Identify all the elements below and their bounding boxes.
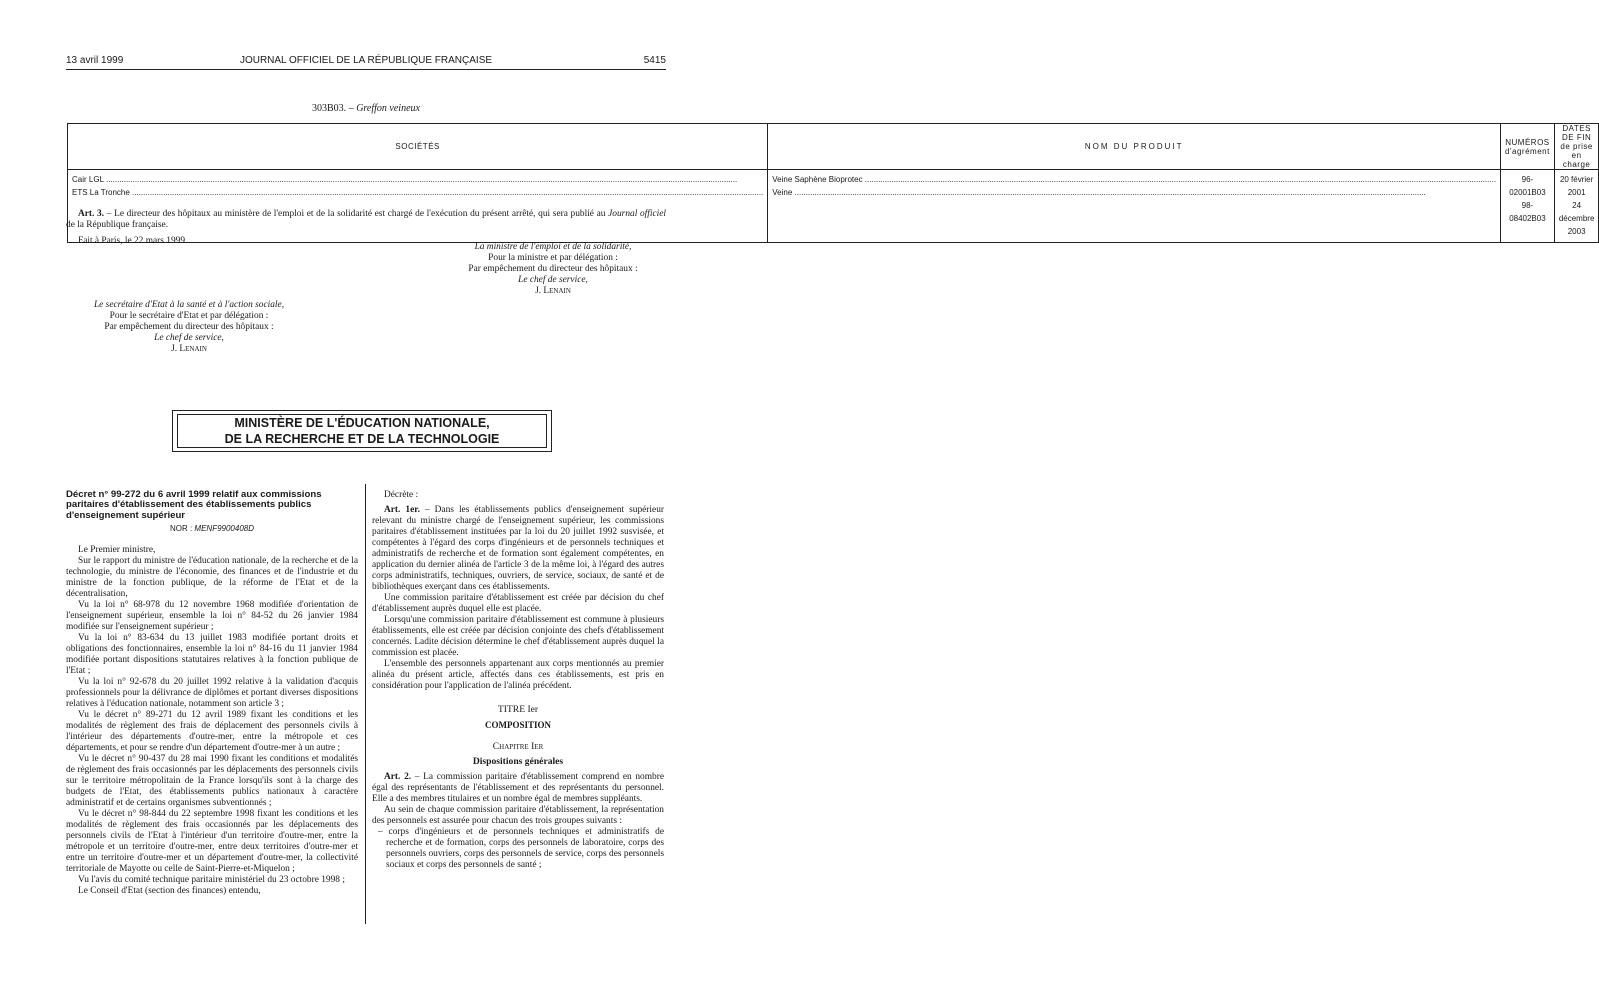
nor-label: NOR : <box>169 524 195 534</box>
titre-heading: TITRE Ier <box>497 704 539 715</box>
decree-paragraph: L'ensemble des personnels appartenant aux corps mentionnés au premier alinéa du présent article, affectés dans ces établissements, est pris en considération pour l'application de l'alinéa précédent. <box>372 659 664 691</box>
signature-chef-service: Le chef de service, <box>154 333 224 343</box>
decree-paragraph: Vu la loi n° 68-978 du 12 novembre 1968 modifiée d'orientation de l'enseignement supérieur, ensemble la loi n° 84-52 du 26 janvier 1984 modifiée sur l'enseignement supérieur ; <box>66 600 358 633</box>
decrete-line: Décrète : <box>384 490 419 500</box>
cell-product-line-2 <box>772 186 1496 199</box>
nor-code: MENF9900408D <box>194 524 255 534</box>
decree-paragraph: Vu le décret n° 90-437 du 28 mai 1990 fixant les conditions et modalités de règlement des frais occasionnés par les déplacements des personnels civils sur le territoire métropolitain de la France lorsqu'ils sont à la charge des budgets de l'Etat, des établissements publics nationaux à caractère administratif et de certains organismes subventionnés ; <box>66 754 358 809</box>
signature-name: J. Lenain <box>535 286 571 296</box>
article-1-label: Art. 1er. <box>384 505 420 515</box>
signature-title: La ministre de l'emploi et de la solidarité, <box>474 242 632 252</box>
table-header-societes: SOCIÉTÉS <box>68 124 768 170</box>
dispositions-heading: Dispositions générales <box>472 756 564 767</box>
table-cell-numeros <box>1501 170 1555 243</box>
decree-paragraph: Le Conseil d'Etat (section des finances) entendu, <box>78 886 261 897</box>
ministry-line-2: DE LA RECHERCHE ET DE LA TECHNOLOGIE <box>224 432 500 446</box>
header-date: 13 avril 1999 <box>66 55 124 66</box>
decree-paragraph: Vu le décret n° 89-271 du 12 avril 1989 fixant les conditions et les modalités de règlement des frais de déplacement des personnels civils à l'intérieur des départements d'outre-mer, entre la métropole et ces départements, et pour se rendre d'un département d'outre-mer à un autre ; <box>66 710 358 754</box>
header-rule <box>66 69 666 70</box>
greffon-dash: – <box>346 103 357 114</box>
decree-paragraph: Le Premier ministre, <box>78 545 156 556</box>
signature-block-minister <box>440 242 666 297</box>
table-header-nom-produit: NOM DU PRODUIT <box>768 124 1501 170</box>
decree-title: Décret n° 99-272 du 6 avril 1999 relatif aux commissions paritaires d'établissement des établissements publics d'enseignement supérieur <box>66 489 322 521</box>
article-3-text-after: de la République française. <box>66 220 169 230</box>
greffon-title <box>66 103 666 114</box>
signature-empechement: Par empêchement du directeur des hôpitaux : <box>468 264 638 274</box>
table-cell-date: 24 décembre 2003 <box>1558 201 1595 236</box>
table-cell-date: 20 février 2001 <box>1559 175 1594 197</box>
column-divider <box>365 484 366 924</box>
article-3-label: Art. 3. <box>78 209 105 219</box>
table-row <box>68 170 1599 243</box>
header-dates-text: DATES DE FIN de prise en charge <box>1560 124 1593 169</box>
decree-paragraph: Vu le décret n° 98-844 du 22 septembre 1998 fixant les conditions et les modalités de règlement des frais occasionnés par les déplacements des personnels civils de l'Etat à l'intérieur d'un territoire d'outre-mer, entre la métropole et un territoire d'outre-mer, entre deux territoires d'outre-mer et entre un territoire d'outre-mer et un département d'outre-mer, la collectivité territoriale de Mayotte ou celle de Saint-Pierre-et-Miquelon ; <box>66 809 358 875</box>
list-item: – corps d'ingénieurs et de personnels techniques et administratifs de recherche et de formation, corps des personnels de laboratoire, corps des personnels ouvriers, corps des personnels de service, corps des personnels sociaux et corps des personnels de santé ; <box>378 827 664 870</box>
fait-a-paris: Fait à Paris, le 22 mars 1999. <box>78 236 188 246</box>
greffon-code: 303B03. <box>312 103 347 114</box>
composition-heading: COMPOSITION <box>484 720 551 730</box>
article-3 <box>66 209 666 231</box>
ministry-line-1: MINISTÈRE DE L'ÉDUCATION NATIONALE, <box>234 416 490 430</box>
table-header-row <box>68 124 1599 170</box>
signature-delegation: Pour le secrétaire d'Etat et par délégation : <box>109 311 269 321</box>
table-header-dates <box>1554 124 1599 170</box>
decree-nor <box>66 524 358 533</box>
ministry-box <box>177 414 547 448</box>
table-cell-produits <box>768 170 1501 243</box>
signature-empechement: Par empêchement du directeur des hôpitaux : <box>104 322 274 332</box>
decree-paragraph: Vu la loi n° 83-634 du 13 juillet 1983 modifiée portant droits et obligations des fonctionnaires, ensemble la loi n° 84-16 du 11 janvier 1984 modifiée portant dispositions statutaires relatives à la fonction publique de l'Etat ; <box>66 633 358 677</box>
decree-paragraph: Sur le rapport du ministre de l'éducation nationale, de la recherche et de la technologie, du ministre de l'économie, des finances et de l'industrie et du ministre de la fonction publique, de la réforme de l'Etat et de la décentralisation, <box>66 556 358 600</box>
signature-name: J. Lenain <box>171 344 207 354</box>
article-1 <box>372 505 664 593</box>
table-cell-product: Veine Saphène Bioprotec <box>772 175 863 184</box>
decree-paragraph: Vu l'avis du comité technique paritaire ministériel du 23 octobre 1998 ; <box>78 875 345 886</box>
table-cell-company: Cair LGL <box>72 175 104 184</box>
decree-paragraph: Au sein de chaque commission paritaire d'établissement, la représentation des personnels est assurée pour chacun des trois groupes suivants : <box>372 805 664 826</box>
signature-delegation: Pour la ministre et par délégation : <box>488 253 618 263</box>
signature-block-secretary <box>66 300 312 355</box>
cell-societes-values-2 <box>72 186 763 199</box>
table-cell-societes <box>68 170 768 243</box>
journal-officiel-italic: Journal officiel <box>608 209 666 219</box>
table-cell-number: 98-08402B03 <box>1509 201 1546 223</box>
decree-left-column <box>66 490 358 897</box>
decree-paragraph: Vu la loi n° 92-678 du 20 juillet 1992 relative à la validation d'acquis professionnels pour la délivrance de diplômes et portant diverses dispositions relatives à l'éducation nationale, notamment son article 3 ; <box>66 677 358 710</box>
article-2-text: – La commission paritaire d'établissement comprend en nombre égal des représentants de l'établissement et des représentants du personnel. Elle a des membres titulaires et un nombre égal de membres suppléants. <box>372 772 664 804</box>
cell-product-line <box>772 173 1496 186</box>
signature-chef-service: Le chef de service, <box>518 275 588 285</box>
article-3-paragraph <box>66 209 666 231</box>
table-cell-dates <box>1554 170 1599 243</box>
article-2-label: Art. 2. <box>384 772 412 782</box>
table-header-numeros <box>1501 124 1555 170</box>
table-cell-product: Veine <box>772 188 793 197</box>
signature-title: Le secrétaire d'Etat à la santé et à l'action sociale, <box>93 300 285 310</box>
article-3-text-before: – Le directeur des hôpitaux au ministère de l'emploi et de la solidarité est chargé de l'exécution du présent arrêté, qui sera publié au <box>104 209 609 219</box>
greffon-name: Greffon veineux <box>356 103 420 114</box>
table-cell-company: ETS La Tronche <box>72 188 130 197</box>
article-2 <box>372 772 664 805</box>
decree-paragraph: Lorsqu'une commission paritaire d'établissement est commune à plusieurs établissements, elle est créée par décision conjointe des chefs d'établissement concernés. Ladite décision détermine le chef d'établissement auprès duquel la commission est placée. <box>372 615 664 658</box>
decree-right-column <box>372 490 664 871</box>
cell-societes-values <box>72 173 763 186</box>
article-1-text: – Dans les établissements publics d'enseignement supérieur relevant du ministre chargé de l'enseignement supérieur, les commissions paritaires d'établissement instituées par la loi du 20 juillet 1992 susvisée, et compétentes à l'égard des corps d'ingénieurs et de personnels techniques et administratifs de recherche et de formation sont également compétentes, en application du dernier alinéa de l'article 3 de la même loi, à l'égard des autres corps administratifs, techniques, ouvriers, de service, sociaux, de santé et de bibliothèques exerçant dans ces établissements. <box>372 505 665 592</box>
header-page-number: 5415 <box>643 55 666 66</box>
decree-paragraph: Une commission paritaire d'établissement est créée par décision du chef d'établissement auprès duquel elle est placée. <box>372 593 664 614</box>
header-journal-title: JOURNAL OFFICIEL DE LA RÉPUBLIQUE FRANÇAISE <box>239 55 493 66</box>
table-cell-number: 96-02001B03 <box>1509 175 1546 197</box>
header-numeros-text: NUMÉROS d'agrément <box>1505 137 1550 156</box>
chapitre-heading: Chapitre Ier <box>492 741 544 752</box>
